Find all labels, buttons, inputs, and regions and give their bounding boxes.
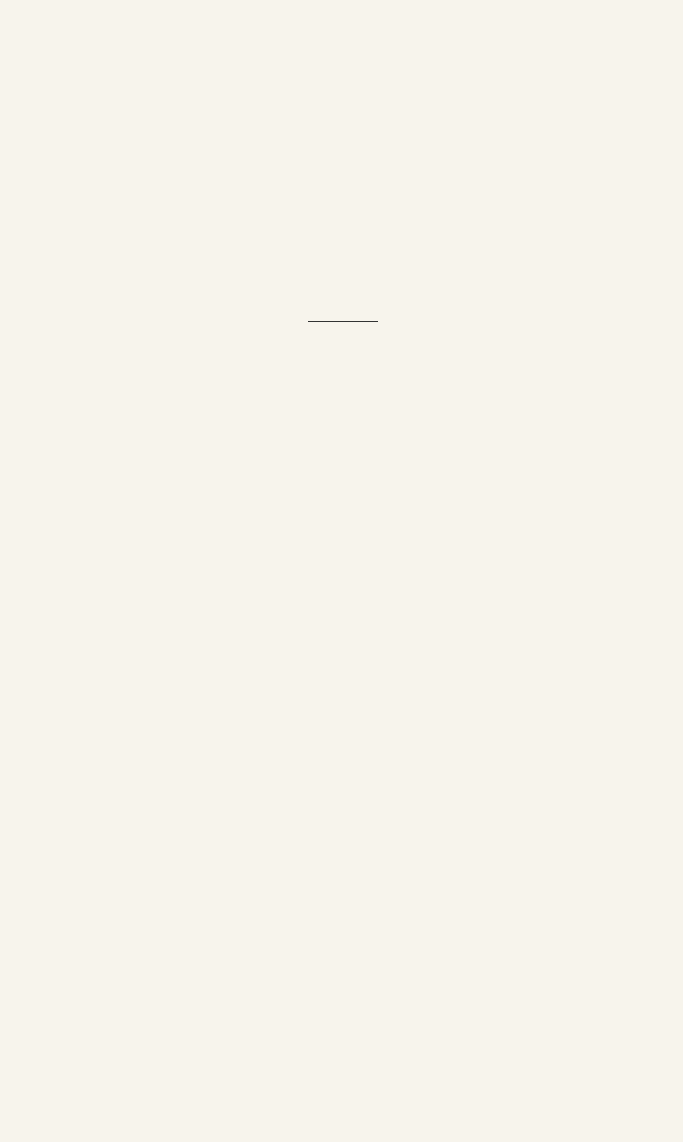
engineers-section: [64, 328, 644, 349]
section-divider: [308, 321, 378, 322]
section-title: [64, 328, 624, 349]
page-header: [62, 62, 622, 84]
